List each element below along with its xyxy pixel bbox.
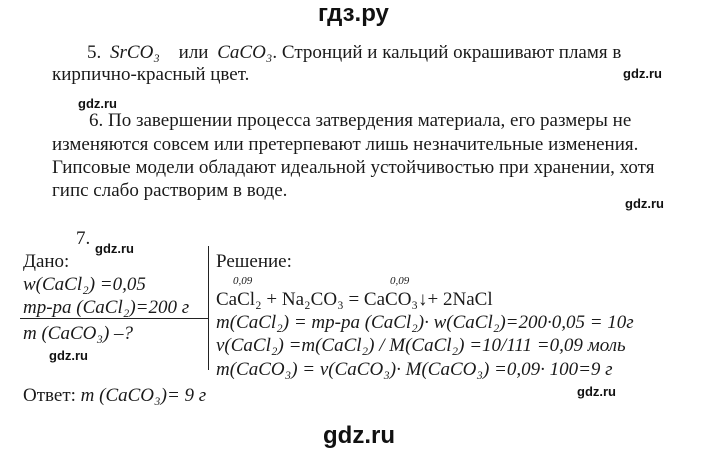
watermark: gdz.ru bbox=[78, 96, 117, 111]
item-5-line-2: кирпично-красный цвет. bbox=[52, 64, 250, 85]
find-value: m (CaCO₃) –? bbox=[23, 323, 134, 344]
watermark: gdz.ru bbox=[49, 348, 88, 363]
given-1: w(CaCl₂) =0,05 bbox=[23, 274, 146, 295]
given-2: mр-ра (CaCl₂)=200 г bbox=[23, 297, 190, 318]
equation-2: m(CaCl₂) = mр-ра (CaCl₂)· w(CaCl₂)=200·0,05 = 10г bbox=[216, 312, 634, 333]
item-5-line-1 bbox=[87, 42, 621, 64]
site-title: гдз.ру bbox=[318, 0, 389, 27]
item-6-line-2: изменяются совсем или претерпевают лишь незначительные изменения. bbox=[52, 134, 639, 155]
item-6-line-1: 6. По завершении процесса затвердения материала, его размеры не bbox=[89, 110, 632, 131]
item-7-number: 7. bbox=[76, 228, 91, 249]
item-5-or: или bbox=[178, 42, 209, 63]
item-6-line-3: Гипсовые модели обладают идеальной устойчивостью при хранении, хотя bbox=[52, 157, 655, 178]
watermark: gdz.ru bbox=[95, 241, 134, 256]
item-5-formula-2: CaCO₃ bbox=[217, 42, 273, 63]
given-divider-horizontal bbox=[20, 318, 208, 319]
watermark: gdz.ru bbox=[623, 66, 662, 81]
watermark: gdz.ru bbox=[625, 196, 664, 211]
watermark: gdz.ru bbox=[577, 384, 616, 399]
item-6-line-4: гипс слабо растворим в воде. bbox=[52, 180, 288, 201]
given-label: Дано: bbox=[23, 251, 70, 272]
annotation-2: 0,09 bbox=[390, 275, 410, 287]
equation-3: ν(CaCl₂) =m(CaCl₂) / M(CaCl₂) =10/111 =0,09 моль bbox=[216, 335, 626, 356]
equation-4: m(CaCO₃) = ν(CaCO₃)· M(CaCO₃) =0,09· 100=9 г bbox=[216, 359, 613, 380]
answer bbox=[23, 385, 206, 407]
annotation-1: 0,09 bbox=[233, 275, 253, 287]
item-5-text: . Стронций и кальций окрашивают пламя в bbox=[272, 42, 622, 63]
solution-label: Решение: bbox=[216, 251, 292, 272]
item-5-number: 5. bbox=[87, 42, 102, 63]
item-5-formula-1: SrCO₃ bbox=[110, 42, 160, 63]
given-divider-vertical bbox=[208, 246, 209, 370]
answer-label: Ответ: bbox=[23, 385, 76, 406]
answer-value: m (CaCO₃)= 9 г bbox=[80, 385, 207, 406]
equation-1: CaCl₂ + Na₂CO₃ = CaCO₃↓+ 2NaCl bbox=[216, 289, 493, 310]
footer-site: gdz.ru bbox=[323, 422, 395, 449]
